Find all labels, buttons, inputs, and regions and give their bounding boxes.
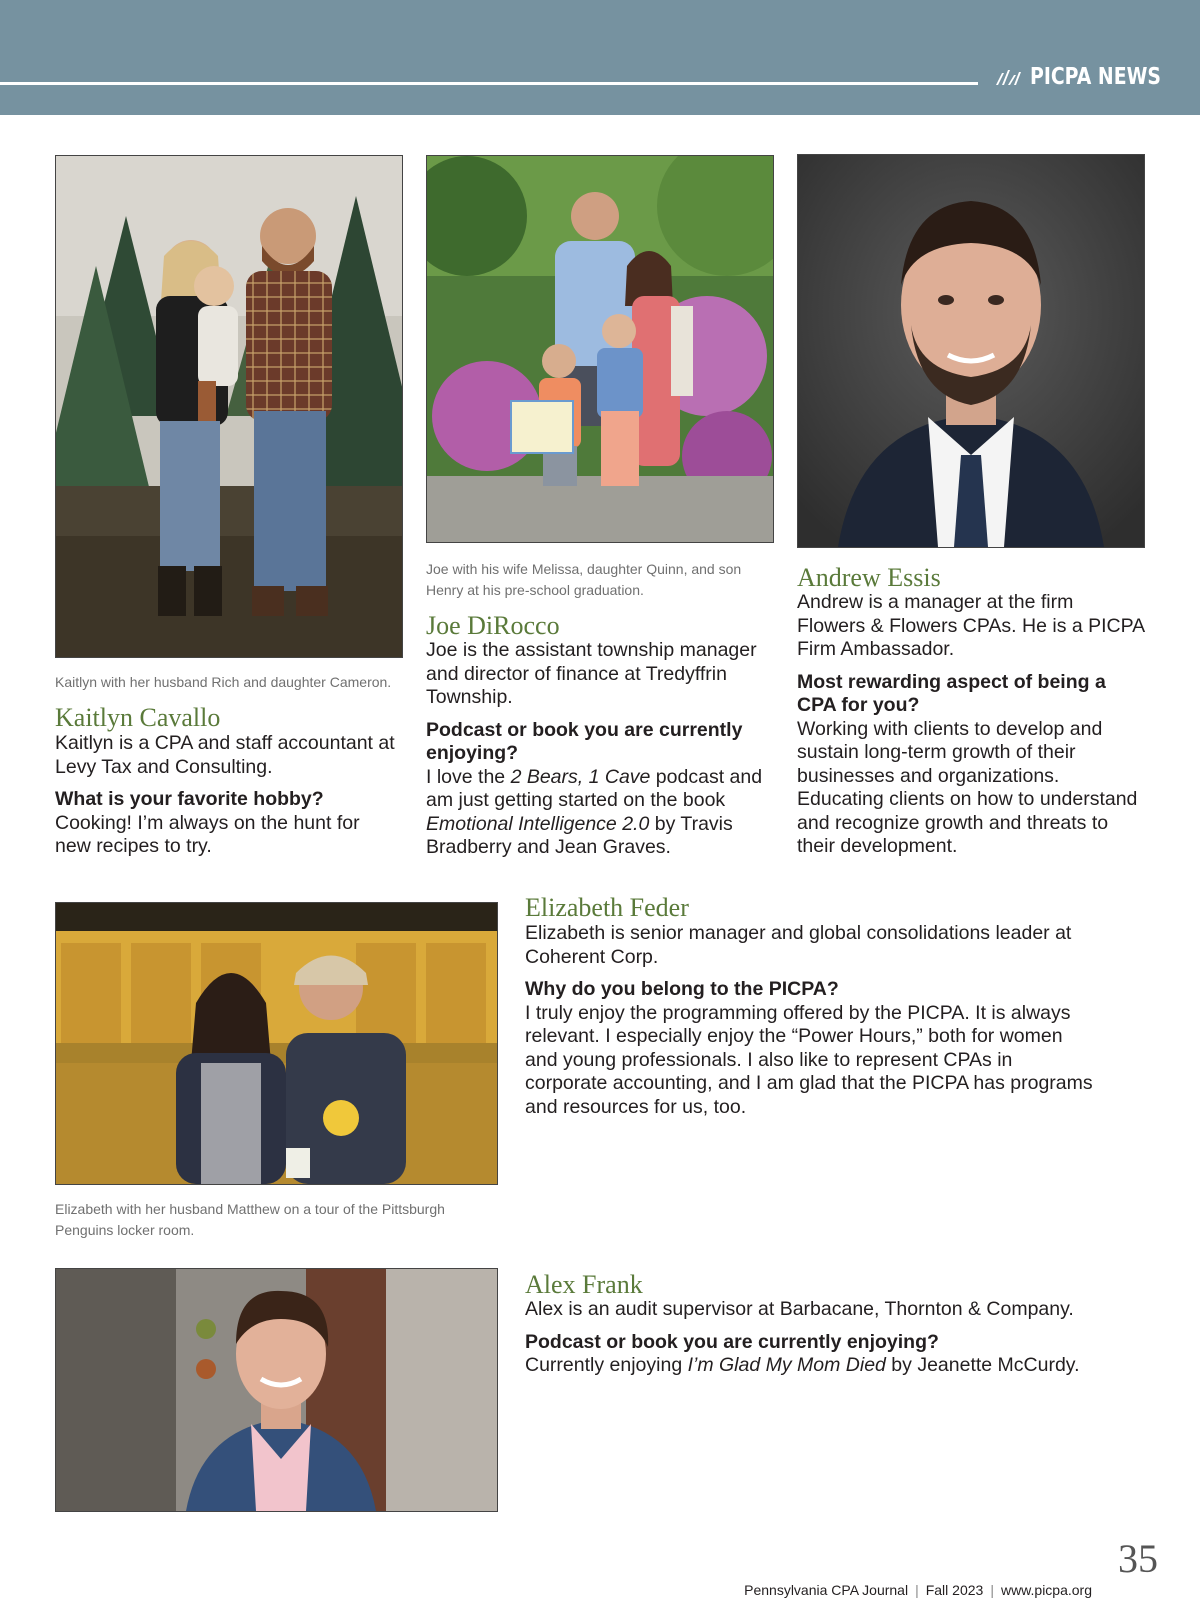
- picpa-logo-icon: [994, 67, 1022, 87]
- profile-elizabeth: [525, 922, 1095, 1119]
- answer-andrew: Working with clients to develop and sustain long-term growth of their businesses and organizations. Educating clients on how to understand and recognize growth and threats to their development.: [797, 717, 1138, 857]
- name-andrew: Andrew Essis: [797, 563, 941, 592]
- question-joe: Podcast or book you are currently enjoying?: [426, 718, 743, 764]
- intro-kaitlyn: Kaitlyn is a CPA and staff accountant at Levy Tax and Consulting.: [55, 732, 395, 778]
- photo-alex-headshot: [55, 1268, 498, 1512]
- question-kaitlyn: What is your favorite hobby?: [55, 788, 324, 810]
- intro-joe: Joe is the assistant township manager and director of finance at Tredyffrin Township.: [426, 639, 757, 708]
- name-kaitlyn: Kaitlyn Cavallo: [55, 703, 221, 732]
- question-andrew: Most rewarding aspect of being a CPA for you?: [797, 670, 1106, 716]
- intro-elizabeth: Elizabeth is senior manager and global consolidations leader at Coherent Corp.: [525, 922, 1072, 968]
- header-rule: [0, 82, 978, 85]
- podcast-title: 2 Bears, 1 Cave: [510, 765, 651, 788]
- question-elizabeth: Why do you belong to the PICPA?: [525, 978, 839, 1000]
- book-title: I’m Glad My Mom Died: [687, 1354, 886, 1376]
- answer-alex: [525, 1354, 1145, 1378]
- name-joe: Joe DiRocco: [426, 611, 560, 640]
- footer-separator: |: [915, 1582, 919, 1598]
- profile-andrew: [797, 591, 1147, 859]
- footer-issue: Fall 2023: [925, 1582, 984, 1598]
- caption-kaitlyn: Kaitlyn with her husband Rich and daughter Cameron.: [55, 674, 392, 690]
- photo-andrew-headshot: [797, 154, 1145, 548]
- section-brand: [994, 62, 1190, 92]
- photo-kaitlyn-family: [55, 155, 403, 658]
- answer-joe-part-1: I love the: [426, 765, 511, 788]
- name-alex: Alex Frank: [525, 1270, 643, 1299]
- book-title: Emotional Intelligence 2.0: [426, 812, 650, 835]
- question-alex: Podcast or book you are currently enjoying?: [525, 1330, 939, 1353]
- profile-kaitlyn: [55, 732, 395, 859]
- footer-separator: |: [990, 1582, 994, 1598]
- name-elizabeth: Elizabeth Feder: [525, 893, 689, 922]
- answer-joe: [426, 766, 771, 860]
- answer-kaitlyn: Cooking! I’m always on the hunt for new recipes to try.: [55, 811, 360, 857]
- answer-alex-part-2: by Jeanette McCurdy.: [885, 1354, 1080, 1376]
- intro-alex: Alex is an audit supervisor at Barbacane, Thornton & Company.: [525, 1298, 1074, 1320]
- caption-elizabeth: Elizabeth with her husband Matthew on a tour of the Pittsburgh Penguins locker room.: [55, 1201, 445, 1238]
- footer-website[interactable]: www.picpa.org: [1000, 1582, 1092, 1598]
- page-number: 35: [1118, 1536, 1158, 1581]
- profile-alex: [525, 1298, 1145, 1378]
- intro-andrew: Andrew is a manager at the firm Flowers & Flowers CPAs. He is a PICPA Firm Ambassador.: [797, 591, 1145, 660]
- answer-joe-part-2: podcast and am just getting started on the book: [426, 765, 763, 811]
- footer-journal: Pennsylvania CPA Journal: [744, 1582, 909, 1598]
- answer-alex-part-1: Currently enjoying: [525, 1354, 688, 1376]
- header-band: [0, 0, 1200, 115]
- photo-joe-family: [426, 155, 774, 543]
- photo-elizabeth-locker-room: [55, 902, 498, 1185]
- answer-elizabeth: I truly enjoy the programming offered by the PICPA. It is always relevant. I especially enjoy the “Power Hours,” both for women and young professionals. I also like to represent CPAs in corporate accounting, and I am glad that the PICPA has programs and resources for us, too.: [525, 1001, 1093, 1118]
- section-title: PICPA NEWS: [1030, 64, 1161, 90]
- answer-joe-part-3: by Travis Bradberry and Jean Graves.: [426, 812, 733, 858]
- footer: [744, 1582, 1092, 1598]
- caption-joe: Joe with his wife Melissa, daughter Quinn, and son Henry at his pre-school graduation.: [426, 561, 742, 598]
- profile-joe: [426, 639, 771, 860]
